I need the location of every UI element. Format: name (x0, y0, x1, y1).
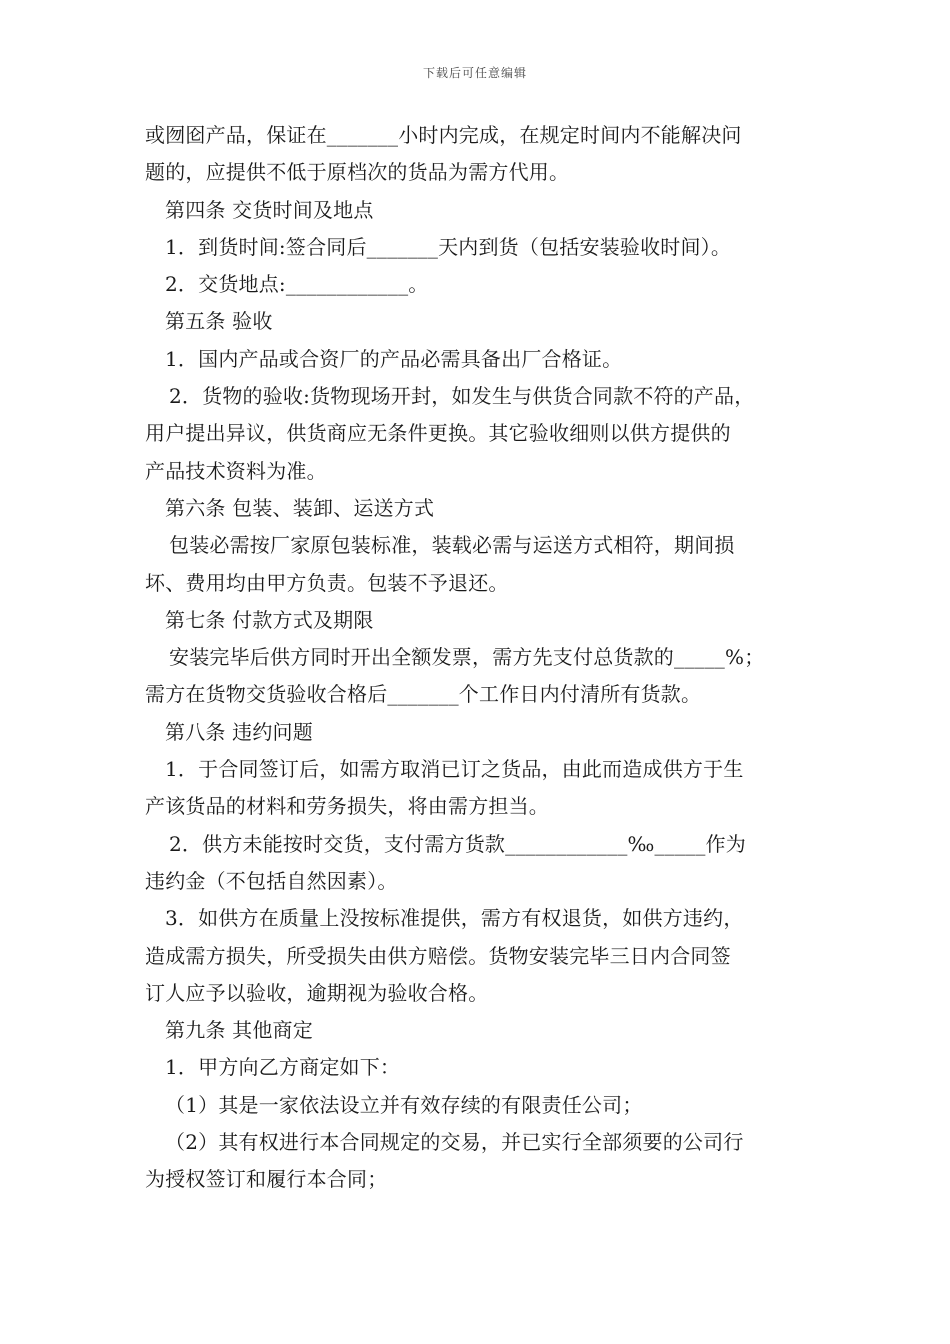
paragraph-line: 包装必需按厂家原包装标准，装载必需与运送方式相符，期间损 (169, 533, 735, 558)
paragraph-line: 3．如供方在质量上没按标准提供，需方有权退货，如供方违约， (165, 906, 744, 931)
paragraph-line: 1．甲方向乙方商定如下： (165, 1055, 401, 1080)
paragraph-line: 需方在货物交货验收合格后_______个工作日内付清所有货款。 (145, 682, 702, 707)
paragraph-line: 第五条 验收 (165, 309, 273, 334)
paragraph-line: 产该货品的材料和劳务损失，将由需方担当。 (145, 794, 549, 819)
paragraph-line: 安装完毕后供方同时开出全额发票，需方先支付总货款的_____%； (169, 645, 765, 670)
paragraph-line: 用户提出异议，供货商应无条件更换。其它验收细则以供方提供的 (145, 421, 731, 446)
paragraph-line: 坏、费用均由甲方负责。包装不予退还。 (145, 570, 509, 595)
paragraph-line: 1．于合同签订后，如需方取消已订之货品，由此而造成供方于生 (165, 757, 744, 782)
document-body (145, 117, 825, 1199)
paragraph-line: 1．国内产品或合资厂的产品必需具备出厂合格证。 (165, 346, 623, 371)
paragraph-line: 订人应予以验收，逾期视为验收合格。 (145, 980, 489, 1005)
paragraph-line: 第九条 其他商定 (165, 1018, 313, 1043)
paragraph-line: 违约金（不包括自然因素）。 (145, 868, 398, 893)
page-header: 下载后可任意编辑 (422, 66, 527, 80)
paragraph-line: （2）其有权进行本合同规定的交易，并已实行全部须要的公司行 (165, 1130, 744, 1155)
paragraph-line: 第七条 付款方式及期限 (165, 607, 374, 632)
paragraph-line: 题的，应提供不低于原档次的货品为需方代用。 (145, 160, 570, 185)
paragraph-line: 造成需方损失，所受损失由供方赔偿。货物安装完毕三日内合同签 (145, 943, 731, 968)
paragraph-line: 2．货物的验收:货物现场开封，如发生与供货合同款不符的产品， (169, 384, 755, 409)
paragraph-line: 或囫囵产品，保证在_______小时内完成，在规定时间内不能解决问 (145, 123, 742, 147)
paragraph-line: 2．交货地点:____________。 (165, 272, 429, 297)
paragraph-line: 为授权签订和履行本合同； (145, 1167, 388, 1192)
paragraph-line: 产品技术资料为准。 (145, 458, 327, 483)
paragraph-line: 第四条 交货时间及地点 (165, 197, 374, 222)
paragraph-line: （1）其是一家依法设立并有效存续的有限责任公司； (165, 1092, 643, 1117)
paragraph-line: 第六条 包装、装卸、运送方式 (165, 495, 435, 520)
paragraph-line: 2．供方未能按时交货，支付需方货款____________‰_____作为 (169, 831, 746, 856)
paragraph-line: 1．到货时间:签合同后_______天内到货（包括安装验收时间）。 (165, 234, 732, 259)
paragraph-line: 第八条 违约问题 (165, 719, 313, 744)
